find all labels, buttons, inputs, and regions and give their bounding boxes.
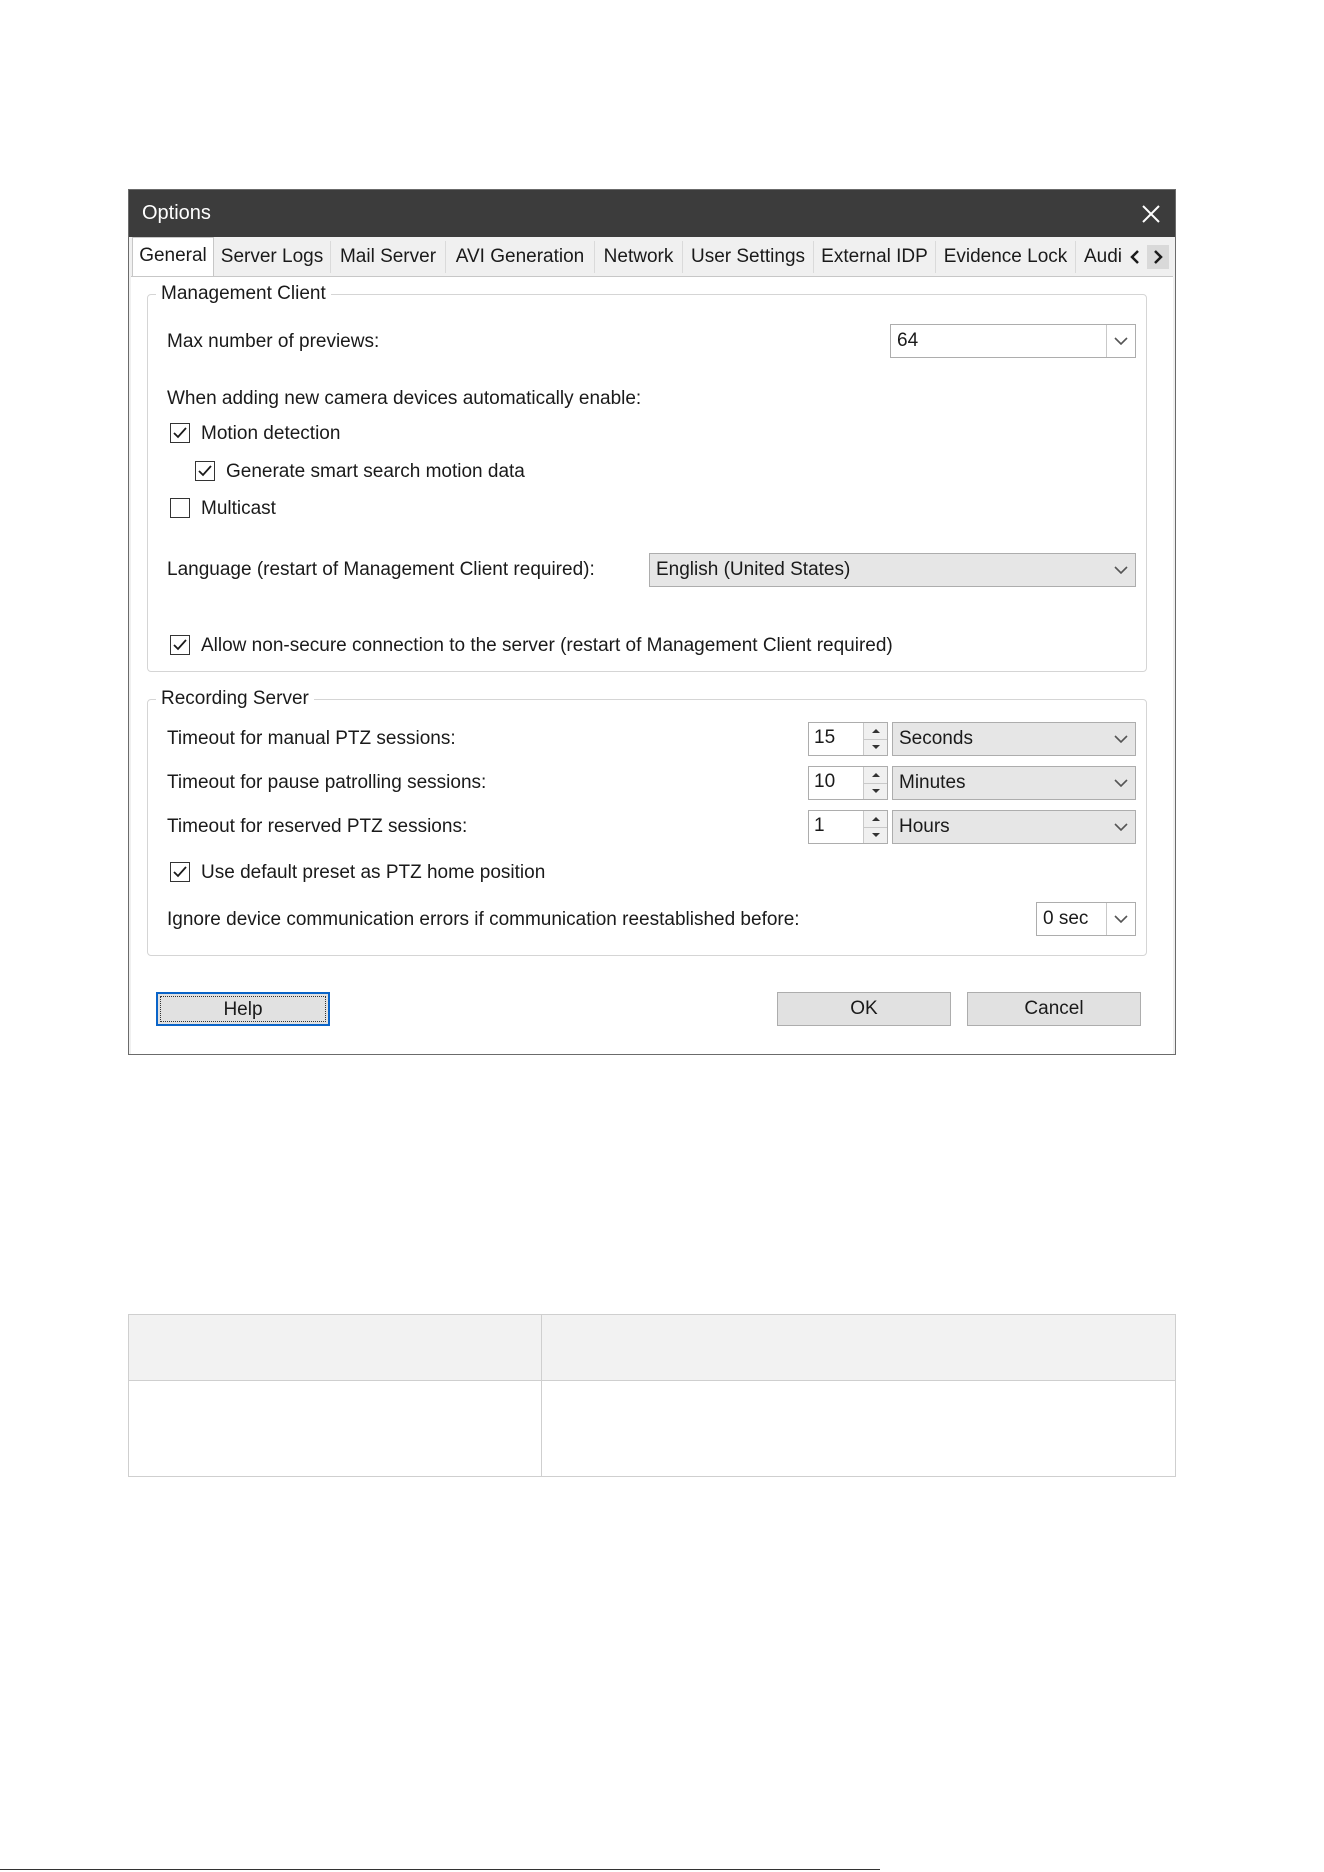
- cancel-button[interactable]: Cancel: [967, 992, 1141, 1026]
- multicast-checkbox[interactable]: [170, 498, 190, 518]
- chevron-down-icon: [1107, 767, 1135, 799]
- smart-search-label[interactable]: Generate smart search motion data: [226, 461, 525, 482]
- tab-scroll-left-button[interactable]: [1124, 245, 1146, 269]
- default-preset-label[interactable]: Use default preset as PTZ home position: [201, 862, 546, 883]
- tab-evidence-lock[interactable]: Evidence Lock: [936, 241, 1076, 273]
- language-label: Language (restart of Management Client required):: [167, 559, 595, 580]
- motion-detection-checkbox[interactable]: [170, 423, 190, 443]
- management-client-group: [147, 283, 1147, 672]
- chevron-down-icon: [1107, 811, 1135, 843]
- tab-external-idp[interactable]: External IDP: [814, 241, 936, 273]
- reserved-ptz-spinner[interactable]: [863, 811, 887, 843]
- chevron-down-icon: [1106, 325, 1135, 357]
- manual-ptz-number-input[interactable]: [808, 722, 888, 756]
- max-previews-label: Max number of previews:: [167, 331, 380, 352]
- pause-patrolling-unit: Minutes: [899, 772, 966, 793]
- pause-patrolling-number-input[interactable]: [808, 766, 888, 800]
- tab-page-general: [131, 276, 1173, 1054]
- manual-ptz-value: 15: [814, 727, 836, 748]
- ignore-errors-label: Ignore device communication errors if communication reestablished before:: [167, 909, 800, 930]
- ignore-errors-value: 0 sec: [1043, 908, 1089, 929]
- tab-scroll-right-button[interactable]: [1147, 245, 1169, 269]
- reserved-ptz-unit-select[interactable]: [892, 810, 1136, 844]
- pause-patrolling-unit-select[interactable]: [892, 766, 1136, 800]
- checkmark-icon: [173, 427, 187, 439]
- spin-up-icon[interactable]: [864, 723, 887, 739]
- close-icon: [1142, 205, 1160, 223]
- checkmark-icon: [173, 639, 187, 651]
- tab-audit[interactable]: Audi: [1084, 246, 1123, 267]
- non-secure-checkbox[interactable]: [170, 635, 190, 655]
- spin-down-icon[interactable]: [864, 739, 887, 756]
- document-table: [128, 1314, 1176, 1477]
- title-bar[interactable]: [129, 190, 1175, 237]
- manual-ptz-unit: Seconds: [899, 728, 973, 749]
- tab-general[interactable]: General: [132, 237, 214, 277]
- table-cell: [542, 1381, 1175, 1476]
- reserved-ptz-number-input[interactable]: [808, 810, 888, 844]
- options-dialog: [128, 189, 1176, 1055]
- tab-strip: [129, 237, 1175, 277]
- max-previews-value: 64: [897, 330, 919, 351]
- pause-patrolling-value: 10: [814, 771, 836, 792]
- tab-user-settings[interactable]: User Settings: [683, 241, 814, 273]
- tab-network[interactable]: Network: [595, 241, 683, 273]
- smart-search-checkbox[interactable]: [195, 461, 215, 481]
- help-button[interactable]: Help: [156, 992, 330, 1026]
- chevron-down-icon: [1107, 723, 1135, 755]
- reserved-ptz-value: 1: [814, 815, 825, 836]
- non-secure-label[interactable]: Allow non-secure connection to the server (restart of Management Client required): [201, 635, 893, 656]
- checkmark-icon: [173, 866, 187, 878]
- dialog-title: Options: [142, 202, 211, 224]
- multicast-label[interactable]: Multicast: [201, 498, 276, 519]
- tab-avi-generation[interactable]: AVI Generation: [446, 241, 595, 273]
- language-select[interactable]: [649, 553, 1136, 587]
- reserved-ptz-unit: Hours: [899, 816, 950, 837]
- tab-mail-server[interactable]: Mail Server: [331, 241, 446, 273]
- motion-detection-label[interactable]: Motion detection: [201, 423, 341, 444]
- language-value: English (United States): [656, 559, 851, 580]
- chevron-down-icon: [1106, 903, 1135, 935]
- default-preset-checkbox[interactable]: [170, 862, 190, 882]
- management-client-legend: Management Client: [156, 282, 331, 306]
- checkmark-icon: [198, 465, 212, 477]
- spin-down-icon[interactable]: [864, 827, 887, 844]
- manual-ptz-label: Timeout for manual PTZ sessions:: [167, 728, 456, 749]
- page-footer-rule: [0, 1869, 880, 1870]
- table-header-cell: [129, 1315, 542, 1381]
- spin-down-icon[interactable]: [864, 783, 887, 800]
- chevron-down-icon: [1107, 554, 1135, 586]
- ignore-errors-select[interactable]: [1036, 902, 1136, 936]
- max-previews-select[interactable]: [890, 324, 1136, 358]
- spin-up-icon[interactable]: [864, 767, 887, 783]
- pause-patrolling-spinner[interactable]: [863, 767, 887, 799]
- spin-up-icon[interactable]: [864, 811, 887, 827]
- recording-server-group: [147, 688, 1147, 956]
- tab-server-logs[interactable]: Server Logs: [214, 241, 331, 273]
- chevron-left-icon: [1130, 250, 1140, 264]
- recording-server-legend: Recording Server: [156, 687, 314, 711]
- ok-button[interactable]: OK: [777, 992, 951, 1026]
- chevron-right-icon: [1153, 250, 1163, 264]
- table-cell: [129, 1381, 542, 1476]
- reserved-ptz-label: Timeout for reserved PTZ sessions:: [167, 816, 468, 837]
- manual-ptz-unit-select[interactable]: [892, 722, 1136, 756]
- close-button[interactable]: [1127, 190, 1175, 237]
- manual-ptz-spinner[interactable]: [863, 723, 887, 755]
- table-header-cell: [542, 1315, 1175, 1381]
- auto-enable-label: When adding new camera devices automatically enable:: [167, 388, 642, 409]
- pause-patrolling-label: Timeout for pause patrolling sessions:: [167, 772, 487, 793]
